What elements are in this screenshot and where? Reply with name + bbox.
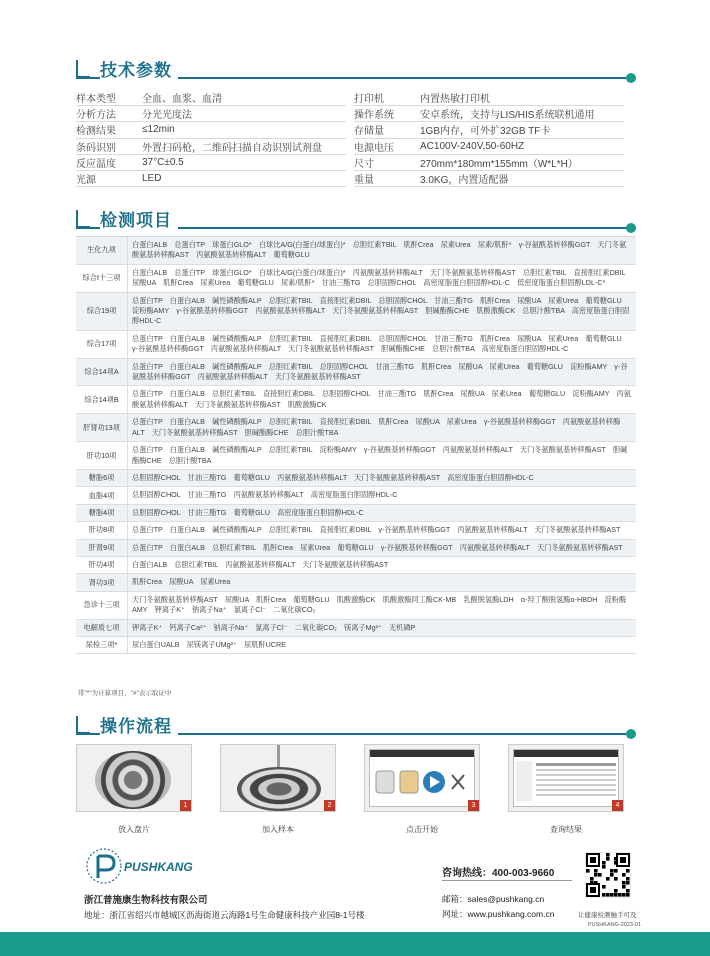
spec-row xyxy=(354,122,624,138)
panel-tests: 白蛋白ALB 总蛋白TP 球蛋白GLO* 白球比A/G(白蛋白/球蛋白)* 丙氨酸氨基转移酶ALT 天门冬氨酸氨基转移酶AST 总胆红素TBIL 直接胆红素DBIL 尿酸UA 肌酐Crea 尿素Urea 葡萄糖GLU 尿素/肌酐* 甘油三酯TG 总胆固醇CHOL 高密度脂蛋白胆固醇HDL-C 低密度脂蛋白胆固醇LDL-C* xyxy=(132,267,633,288)
table-row xyxy=(76,237,636,265)
panel-name: 肝功8项 xyxy=(76,522,128,538)
spec-value: 内置热敏打印机 xyxy=(420,94,490,106)
table-row xyxy=(76,592,636,620)
spec-key: 条码识别 xyxy=(76,142,116,154)
spec-key: 操作系统 xyxy=(354,110,394,122)
items-section-title: 检测项目 xyxy=(100,206,178,231)
panel-tests: 总蛋白TP 白蛋白ALB 碱性磷酸酶ALP 总胆红素TBIL 总胆固醇CHOL 甘油三酯TG 肌酐Crea 尿酸UA 尿素Urea 葡萄糖GLU 淀粉酶AMY γ-谷氨酰基转移酶GGT 丙氨酸氨基转移酶ALT 天门冬氨酸氨基转移酶AST xyxy=(132,361,628,382)
table-row xyxy=(76,293,636,331)
spec-key: 样本类型 xyxy=(76,94,116,106)
panel-name: 电解质七项 xyxy=(76,620,128,636)
spec-value: 1GB内存，可外扩32GB TF卡 xyxy=(420,126,551,138)
step-number: 4 xyxy=(612,800,623,811)
spec-value: AC100V-240V,50-60HZ xyxy=(420,140,525,152)
items-section-header xyxy=(76,206,636,232)
spec-row xyxy=(76,155,346,171)
panel-name: 肝功4项 xyxy=(76,557,128,573)
table-row xyxy=(76,557,636,574)
bracket-decoration xyxy=(76,210,90,228)
spec-value: 37°C±0.5 xyxy=(142,156,184,168)
step-1 xyxy=(76,744,192,835)
step-number: 1 xyxy=(180,800,191,811)
start-screen-image xyxy=(369,749,475,807)
spec-row xyxy=(76,122,346,138)
table-note: 带"*"为计算项目，"#"表示取证中 xyxy=(78,690,172,697)
spec-key: 光源 xyxy=(76,175,96,187)
panel-name: 尿检三项* xyxy=(76,637,128,653)
tech-section-header xyxy=(76,56,636,82)
panel-name: 综合14项A xyxy=(76,359,128,386)
panel-tests: 总胆固醇CHOL 甘油三酯TG 葡萄糖GLU 高密度脂蛋白胆固醇HDL-C xyxy=(132,507,364,517)
qr-code-icon xyxy=(586,853,630,897)
company-name: 浙江普施康生物科技有限公司 xyxy=(84,895,208,906)
table-row xyxy=(76,540,636,557)
table-row xyxy=(76,637,636,654)
panel-name: 肝肾9项 xyxy=(76,540,128,556)
company-address: 地址：浙江省绍兴市越城区沥海街道云海路1号生命健康科技产业园8-1号楼 xyxy=(84,910,365,920)
logo-text: PUSHKANG xyxy=(124,860,193,874)
spec-value: 安卓系统，支持与LIS/HIS系统联机通用 xyxy=(420,110,595,122)
spec-key: 检测结果 xyxy=(76,126,116,138)
step-label: 加入样本 xyxy=(262,825,294,834)
panel-tests: 总胆固醇CHOL 甘油三酯TG 葡萄糖GLU 丙氨酸氨基转移酶ALT 天门冬氨酸氨基转移酶AST 高密度脂蛋白胆固醇HDL-C xyxy=(132,472,534,482)
table-row xyxy=(76,470,636,487)
table-row xyxy=(76,574,636,591)
spec-row xyxy=(354,155,624,171)
panel-name: 肝功10项 xyxy=(76,442,128,469)
dot-decoration xyxy=(626,729,636,739)
panel-tests: 天门冬氨酸氨基转移酶AST 尿酸UA 肌酐Crea 葡萄糖GLU 肌酸激酶CK 肌酸激酶同工酶CK-MB 乳酸脱氢酶LDH α-羟丁酸脱氢酶α-HBDH 淀粉酶AMY 钾离子K⁺ 钠离子Na⁺ 氯离子Cl⁻ 二氧化碳CO₂ xyxy=(132,594,627,615)
table-row xyxy=(76,522,636,539)
panel-name: 肾功3项 xyxy=(76,574,128,590)
panel-tests: 总蛋白TP 白蛋白ALB 碱性磷酸酶ALP 总胆红素TBIL 直接胆红素DBIL γ-谷氨酰基转移酶GGT 丙氨酸氨基转移酶ALT 天门冬氨酸氨基转移酶AST xyxy=(132,525,621,535)
panel-tests: 总蛋白TP 白蛋白ALB 碱性磷酸酶ALP 总胆红素TBIL 直接胆红素DBIL 总胆固醇CHOL 甘油三酯TG 肌酐Crea 尿酸UA 尿素Urea 葡萄糖GLU γ-谷氨酰基转移酶GGT 丙氨酸氨基转移酶ALT 天门冬氨酸氨基转移酶AST 胆碱酯酶CHE 总胆汁酸TBA 高密度脂蛋白胆固醇HDL-C xyxy=(132,333,629,354)
bottom-bar xyxy=(0,932,710,956)
spec-value: 270mm*180mm*155mm（W*L*H） xyxy=(420,158,578,170)
spec-key: 存储量 xyxy=(354,126,384,138)
panel-tests: 白蛋白ALB 总胆红素TBIL 丙氨酸氨基转移酶ALT 天门冬氨酸氨基转移酶AST xyxy=(132,559,389,569)
divider xyxy=(442,880,572,881)
panel-name: 糖脂6项 xyxy=(76,470,128,486)
results-screen-table xyxy=(514,757,620,807)
company-logo xyxy=(84,846,224,886)
table-row xyxy=(76,505,636,522)
panel-name: 综合19项 xyxy=(76,293,128,330)
logo-mark-icon xyxy=(84,846,124,886)
table-row xyxy=(76,265,636,293)
spec-key: 分析方法 xyxy=(76,110,116,122)
process-section-title: 操作流程 xyxy=(100,712,178,737)
panel-tests: 总蛋白TP 白蛋白ALB 碱性磷酸酶ALP 总胆红素TBIL 直接胆红素DBIL 肌酐Crea 尿酸UA 尿素Urea γ-谷氨酰基转移酶GGT 丙氨酸氨基转移酶ALT 天门冬氨酸氨基转移酶AST 胆碱酯酶CHE 总胆汁酸TBA xyxy=(132,417,621,437)
spec-row xyxy=(76,90,346,106)
panel-tests: 总蛋白TP 白蛋白ALB 碱性磷酸酶ALP 总胆红素TBIL 直接胆红素DBIL 总胆固醇CHOL 甘油三酯TG 肌酐Crea 尿酸UA 尿素Urea 葡萄糖GLU 淀粉酶AMY γ-谷氨酰基转移酶GGT 丙氨酸氨基转移酶ALT 天门冬氨酸氨基转移酶AST 胆碱酯酶CHE 肌酸激酶CK 总胆汁酸TBA 高密度脂蛋白胆固醇HDL-C xyxy=(132,295,630,326)
process-section-header xyxy=(76,712,636,738)
bracket-decoration xyxy=(76,60,90,78)
spec-value: LED xyxy=(142,173,162,185)
spec-key: 反应温度 xyxy=(76,158,116,170)
qr-caption: 让健康检测触手可及 xyxy=(578,912,637,919)
spec-key: 重量 xyxy=(354,175,374,187)
step-4 xyxy=(508,744,624,835)
spec-value: ≤12min xyxy=(142,124,175,136)
panel-name: 糖脂4项 xyxy=(76,505,128,521)
step-number: 3 xyxy=(468,800,479,811)
spec-key: 电源电压 xyxy=(354,142,394,154)
step-1-photo xyxy=(76,744,192,812)
panel-tests: 总胆固醇CHOL 甘油三酯TG 丙氨酸氨基转移酶ALT 高密度脂蛋白胆固醇HDL-C xyxy=(132,490,398,500)
spec-key: 尺寸 xyxy=(354,158,374,170)
test-items-table xyxy=(76,236,636,654)
step-3-photo xyxy=(364,744,480,812)
table-row xyxy=(76,386,636,414)
spec-row xyxy=(76,139,346,155)
process-steps xyxy=(76,744,636,834)
qr-code xyxy=(585,852,631,898)
table-row xyxy=(76,331,636,359)
spec-value: 外置扫码枪，二维码扫描自动识别试剂盘 xyxy=(142,142,322,154)
email[interactable]: 邮箱：sales@pushkang.cn xyxy=(442,894,545,904)
panel-name: 综合14项B xyxy=(76,386,128,413)
panel-name: 综合17项 xyxy=(76,331,128,358)
panel-tests: 总蛋白TP 白蛋白ALB 碱性磷酸酶ALP 总胆红素TBIL 淀粉酶AMY γ-谷氨酰基转移酶GGT 丙氨酸氨基转移酶ALT 天门冬氨酸氨基转移酶AST 胆碱酯酶CHE 总胆汁酸TBA xyxy=(132,445,628,465)
step-2 xyxy=(220,744,336,835)
website[interactable]: 网址：www.pushkang.com.cn xyxy=(442,909,555,919)
panel-tests: 肌酐Crea 尿酸UA 尿素Urea xyxy=(132,577,231,587)
start-screen-icons xyxy=(370,757,476,807)
spec-row xyxy=(354,139,624,155)
document-code: PUSHKANG-2023-01 xyxy=(588,922,641,928)
spec-row xyxy=(354,106,624,122)
table-row xyxy=(76,442,636,470)
spec-column-right xyxy=(354,90,624,187)
dot-decoration xyxy=(626,223,636,233)
disc-tray-image xyxy=(95,751,171,809)
step-label: 查询结果 xyxy=(550,825,582,834)
disc-image xyxy=(237,767,321,811)
panel-tests: 总蛋白TP 白蛋白ALB 总胆红素TBIL 直接胆红素DBIL 总胆固醇CHOL 甘油三酯TG 肌酐Crea 尿酸UA 尿素Urea 葡萄糖GLU 淀粉酶AMY 丙氨酸氨基转移酶ALT 天门冬氨酸氨基转移酶AST 肌酸激酶CK xyxy=(132,389,631,409)
spec-row xyxy=(76,106,346,122)
panel-tests: 钾离子K⁺ 钙离子Ca²⁺ 钠离子Na⁺ 氯离子Cl⁻ 二氧化碳CO₂ 镁离子Mg²⁺ 无机磷P xyxy=(132,622,416,632)
step-3 xyxy=(364,744,480,835)
panel-name: 血脂4项 xyxy=(76,487,128,503)
panel-tests: 尿白蛋白UALB 尿镁离子UMg²⁺ 尿肌酐UCRE xyxy=(132,639,286,649)
table-row xyxy=(76,359,636,387)
spec-key: 打印机 xyxy=(354,94,384,106)
spec-value: 分光光度法 xyxy=(142,110,192,122)
hotline: 咨询热线：400-003-9660 xyxy=(442,868,555,879)
step-2-photo xyxy=(220,744,336,812)
bracket-decoration xyxy=(76,716,90,734)
panel-tests: 白蛋白ALB 总蛋白TP 球蛋白GLO* 白球比A/G(白蛋白/球蛋白)* 总胆红素TBIL 肌酐Crea 尿素Urea 尿素/肌酐* γ-谷氨酰基转移酶GGT 天门冬氨酸氨基转移酶AST 丙氨酸氨基转移酶ALT 葡萄糖GLU xyxy=(132,240,627,260)
panel-name: 急诊十三项 xyxy=(76,592,128,619)
panel-name: 综合Ⅰ十三项 xyxy=(76,265,128,292)
dot-decoration xyxy=(626,73,636,83)
panel-name: 肝肾功13项 xyxy=(76,414,128,441)
table-row xyxy=(76,487,636,504)
panel-name: 生化九项 xyxy=(76,237,128,264)
step-label: 放入盘片 xyxy=(118,825,150,834)
step-label: 点击开始 xyxy=(406,825,438,834)
table-row xyxy=(76,620,636,637)
spec-row xyxy=(76,171,346,187)
step-number: 2 xyxy=(324,800,335,811)
table-row xyxy=(76,414,636,442)
spec-value: 3.0KG，内置适配器 xyxy=(420,175,509,187)
tech-section-title: 技术参数 xyxy=(100,56,178,81)
results-screen-image xyxy=(513,749,619,807)
spec-value: 全血、血浆、血清 xyxy=(142,94,222,106)
spec-column-left xyxy=(76,90,346,187)
step-4-photo xyxy=(508,744,624,812)
panel-tests: 总蛋白TP 白蛋白ALB 总胆红素TBIL 肌酐Crea 尿素Urea 葡萄糖GLU γ-谷氨酰基转移酶GGT 丙氨酸氨基转移酶ALT 天门冬氨酸氨基转移酶AST xyxy=(132,542,623,552)
spec-row xyxy=(354,171,624,187)
spec-row xyxy=(354,90,624,106)
